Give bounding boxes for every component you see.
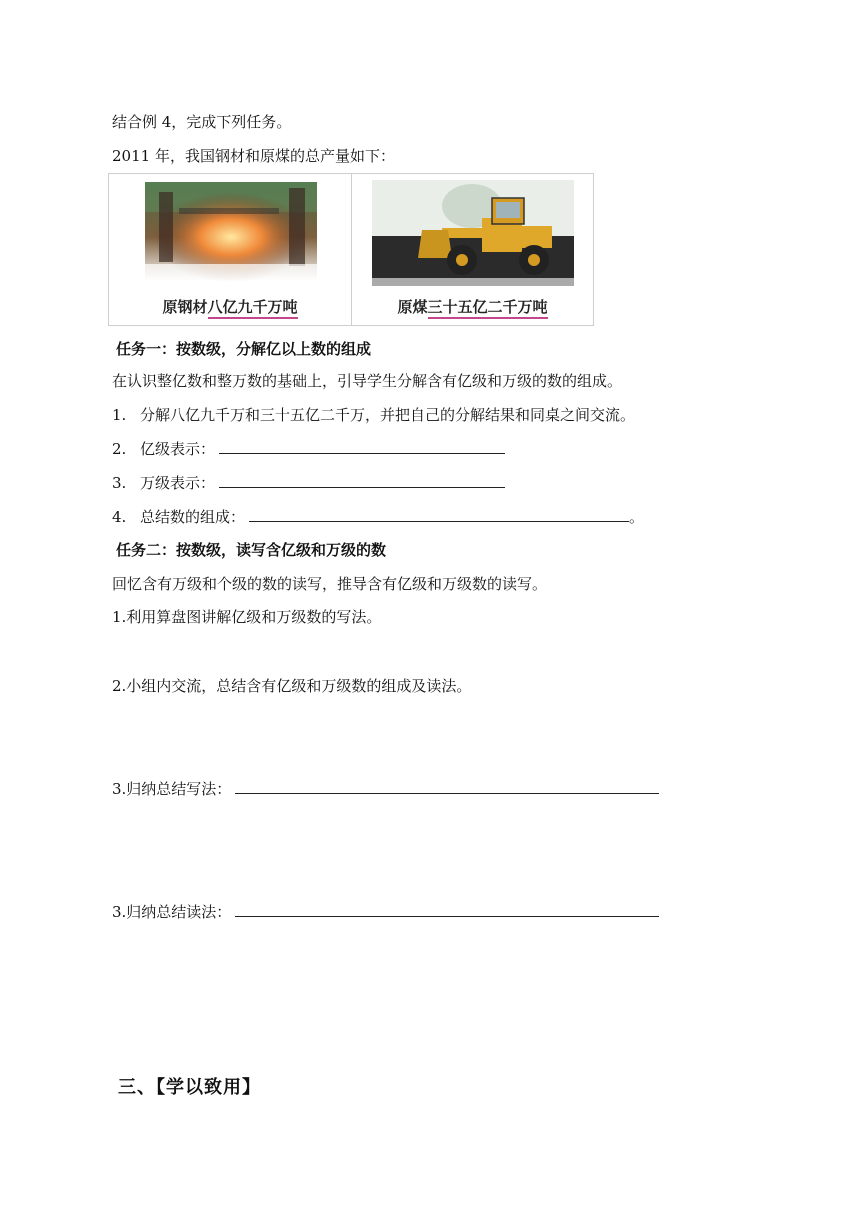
- coal-caption-value: 三十五亿二千万吨: [428, 298, 548, 319]
- task2-item-1: 1.利用算盘图讲解亿级和万级数的写法。: [112, 608, 382, 626]
- answer-blank[interactable]: [249, 507, 629, 522]
- task2-title: 任务二：按数级，读写含亿级和万级的数: [116, 541, 387, 559]
- coal-caption: [352, 296, 593, 317]
- task2-item-3: [112, 779, 659, 799]
- item-text: 总结数的组成：: [140, 508, 246, 526]
- coal-panel: [351, 174, 593, 325]
- item-text: 亿级表示：: [140, 440, 216, 458]
- steel-caption: [109, 296, 351, 317]
- task2-item-4: [112, 902, 659, 922]
- task1-item-3: [112, 473, 505, 493]
- steel-panel: [109, 174, 351, 325]
- task1-title: 任务一：按数级，分解亿以上数的组成: [116, 340, 372, 358]
- section3-heading: 三、【学以致用】: [118, 1077, 261, 1098]
- task1-item-2: [112, 439, 505, 459]
- answer-blank[interactable]: [219, 439, 505, 454]
- end-mark: 。: [629, 508, 645, 526]
- item-number: 4.: [112, 508, 127, 526]
- production-figure: [108, 173, 594, 326]
- item-text: 分解八亿九千万和三十五亿二千万，并把自己的分解结果和同桌之间交流。: [140, 406, 636, 424]
- task1-desc: 在认识整亿数和整万数的基础上，引导学生分解含有亿级和万级的数的组成。: [112, 372, 623, 390]
- item-text: 3.归纳总结读法：: [112, 903, 232, 921]
- coal-caption-prefix: 原煤: [397, 298, 428, 316]
- intro-line-1: 结合例 4，完成下列任务。: [112, 113, 292, 131]
- item-number: 1.: [112, 406, 127, 424]
- answer-blank[interactable]: [219, 473, 505, 488]
- item-number: 2.: [112, 440, 127, 458]
- steel-mill-photo: [109, 178, 351, 288]
- task2-desc: 回忆含有万级和个级的数的读写，推导含有亿级和万级数的读写。: [112, 575, 548, 593]
- answer-blank[interactable]: [235, 902, 659, 917]
- task1-item-4: [112, 507, 644, 527]
- steel-caption-prefix: 原钢材: [162, 298, 208, 316]
- answer-blank[interactable]: [235, 779, 659, 794]
- steel-caption-value: 八亿九千万吨: [208, 298, 298, 319]
- item-number: 3.: [112, 474, 127, 492]
- item-text: 万级表示：: [140, 474, 216, 492]
- task1-item-1: [112, 405, 635, 425]
- task2-item-2: 2.小组内交流，总结含有亿级和万级数的组成及读法。: [112, 677, 472, 695]
- intro-line-2: 2011 年，我国钢材和原煤的总产量如下：: [112, 147, 395, 165]
- item-text: 3.归纳总结写法：: [112, 780, 232, 798]
- coal-loader-photo: [352, 178, 594, 290]
